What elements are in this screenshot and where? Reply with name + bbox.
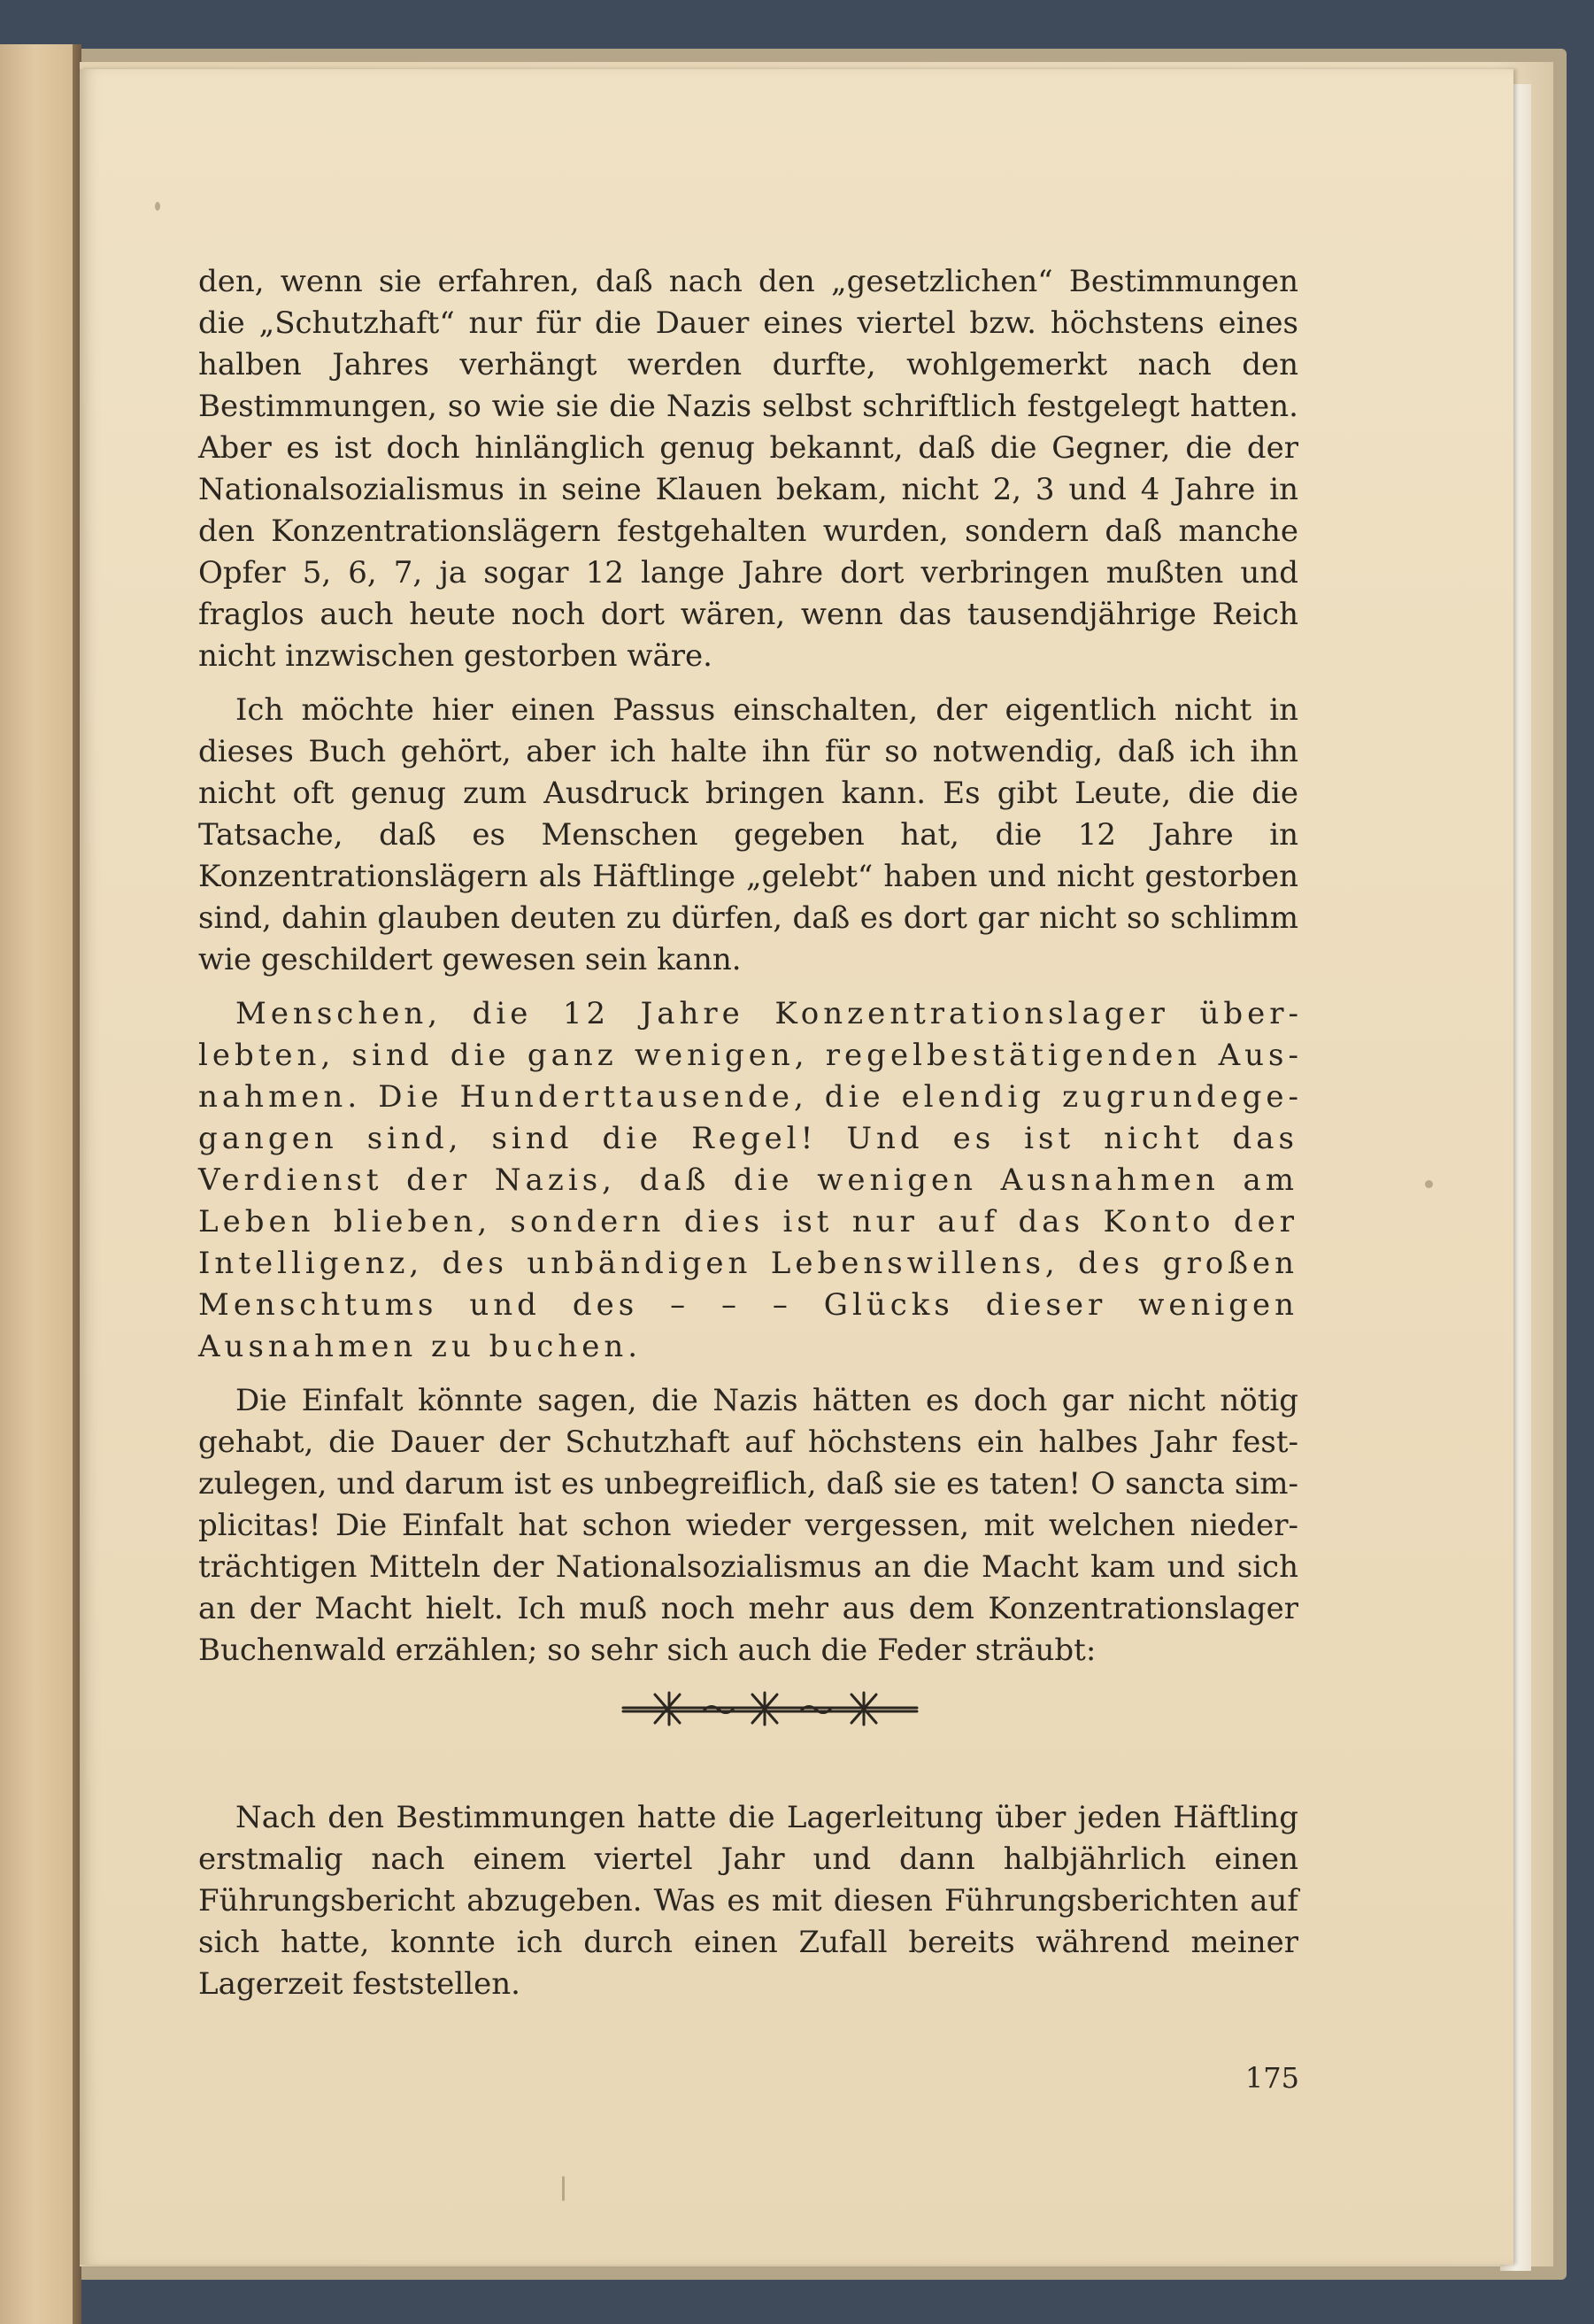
paragraph: Die Einfalt könnte sagen, die Nazis hätten es doch gar nicht nötig gehabt, die Dauer der Schutzhaft auf höchstens ein halbes Jahr festzulegen, und darum ist es unbegreiflich, daß sie es taten! O sancta simplicitas! Die Einfalt hat schon wieder vergessen, mit welchen niederträchtigen Mitteln der Nationalsozialismus an die Macht kam und sich an der Macht hielt. Ich muß noch mehr aus dem Konzentrationslager Buchenwald erzählen; so sehr sich auch die Feder sträubt: bbox=[198, 1383, 1298, 1668]
barbed-wire-ornament-icon bbox=[620, 1689, 920, 1726]
body-text-after-ornament bbox=[198, 1797, 1298, 2005]
paragraph: Nach den Bestimmungen hatte die Lagerleitung über jeden Häftling erstmalig nach einem viertel Jahr und dann halbjährlich einen Führungsbericht abzugeben. Was es mit diesen Führungsberichten auf sich hatte, konnte ich durch einen Zufall bereits während meiner Lagerzeit feststellen. bbox=[198, 1800, 1298, 2002]
page-number: 175 bbox=[1244, 2061, 1299, 2095]
paragraph: Ich möchte hier einen Passus einschalten, der eigentlich nicht in dieses Buch gehört, aber ich halte ihn für so notwendig, daß ich ihn nicht oft genug zum Ausdruck bringen kann. Es gibt Leute, die die Tatsache, daß es Menschen gegeben hat, die 12 Jahre in Konzentrationslägern als Häftlinge „gelebt“ haben und nicht gestorben sind, dahin glauben deuten zu dürfen, daß es dort gar nicht so schlimm wie geschildert gewesen sein kann. bbox=[198, 692, 1298, 977]
paragraph-emphasized: Menschen, die 12 Jahre Konzentrationslager überlebten, sind die ganz wenigen, regelbestätigenden Ausnahmen. Die Hunderttausende, die elendig zugrundegegangen sind, sind die Regel! Und es ist nicht das Verdienst der Nazis, daß die wenigen Ausnahmen am Leben blieben, sondern dies ist nur auf das Konto der Intelligenz, des unbändigen Lebenswillens, des großen Menschtums und des – – – Glücks dieser wenigen Ausnahmen zu buchen. bbox=[198, 996, 1298, 1364]
body-text bbox=[198, 261, 1298, 1684]
paragraph: den, wenn sie erfahren, daß nach den „gesetzlichen“ Bestimmungen die „Schutzhaft“ nur für die Dauer eines viertel bzw. höchstens eines halben Jahres verhängt werden durfte, wohlgemerkt nach den Bestimmungen, so wie sie die Nazis selbst schriftlich festgelegt hatten. Aber es ist doch hinlänglich genug bekannt, daß die Gegner, die der Nationalsozialismus in seine Klauen bekam, nicht 2, 3 und 4 Jahre in den Konzentrationslägern festgehalten wurden, sondern daß manche Opfer 5, 6, 7, ja sogar 12 lange Jahre dort verbringen mußten und fraglos auch heute noch dort wären, wenn das tausendjährige Reich nicht inzwischen gestorben wäre. bbox=[198, 264, 1298, 674]
left-page-edge bbox=[0, 44, 80, 2324]
